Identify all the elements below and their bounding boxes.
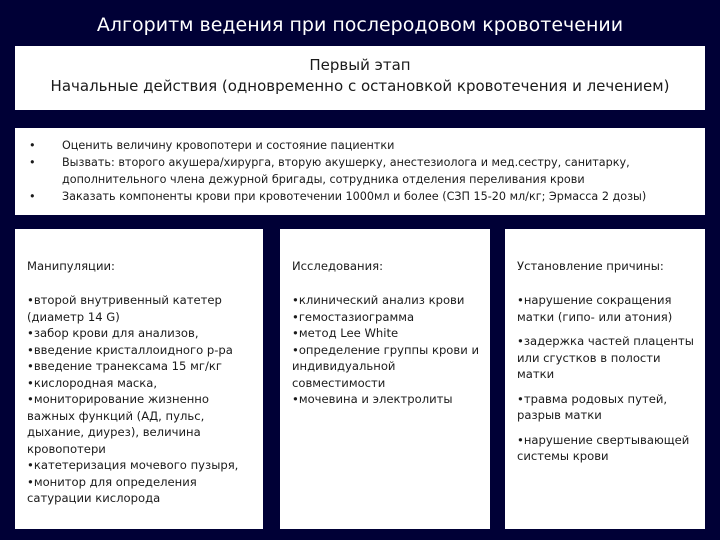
investigations-heading: Исследования: — [292, 259, 384, 273]
manipulations-heading: Манипуляции: — [27, 259, 115, 273]
list-item: •монитор для определения сатурации кислорода — [27, 474, 197, 505]
initial-action-item: • Вызвать: второго акушера/хирурга, вторую акушерку, анестезиолога и мед.сестру, санитарку, дополнительного члена дежурной бригады, сотрудника отделения переливания крови — [25, 154, 705, 188]
list-item: •введение кристаллоидного р-ра — [27, 342, 233, 357]
investigations-column — [280, 229, 490, 529]
list-item: •мониторирование жизненно важных функций (АД, пульс, дыхание, диурез), величина кровопотери — [27, 392, 209, 456]
list-item: •нарушение свертывающей системы крови — [517, 432, 690, 463]
manipulations-list — [27, 292, 255, 507]
slide-title: Алгоритм ведения при послеродовом кровотечении — [96, 14, 624, 36]
cause-heading: Установление причины: — [517, 259, 664, 273]
list-item: •травма родовых путей, разрыв матки — [517, 391, 668, 422]
list-item: •нарушение сокращения матки (гипо- или атония) — [517, 293, 673, 324]
list-item: •забор крови для анализов, — [27, 326, 199, 340]
list-item: •мочевина и электролиты — [292, 392, 453, 406]
initial-action-item: • Оценить величину кровопотери и состояние пациентки — [25, 137, 705, 154]
list-item: •задержка частей плаценты или сгустков в полости матки — [517, 334, 694, 381]
initial-actions-box — [15, 128, 705, 215]
stage-title: Первый этап — [309, 56, 411, 74]
stage-subtitle: Начальные действия (одновременно с остановкой кровотечения и лечением) — [50, 77, 670, 95]
list-item: •метод Lee White — [292, 326, 399, 340]
list-item: •введение транексама 15 мг/кг — [27, 359, 222, 373]
list-item: •клинический анализ крови — [292, 293, 465, 307]
list-item: •кислородная маска, — [27, 375, 158, 390]
initial-actions-list — [25, 137, 705, 205]
list-item: •гемостазиограмма — [292, 309, 415, 324]
cause-column — [505, 229, 705, 529]
manipulations-column — [15, 229, 263, 529]
list-item: •определение группы крови и индивидуальной совместимости — [292, 342, 479, 390]
list-item: •второй внутривенный катетер (диаметр 14 G) — [27, 293, 222, 324]
stage-header-box — [15, 46, 705, 110]
cause-list — [517, 292, 697, 465]
investigations-list — [292, 292, 482, 408]
initial-action-item: • Заказать компоненты крови при кровотечении 1000мл и более (СЗП 15-20 мл/кг; Эрмасса 2 дозы) — [25, 188, 705, 205]
list-item: •катетеризация мочевого пузыря, — [27, 458, 239, 472]
